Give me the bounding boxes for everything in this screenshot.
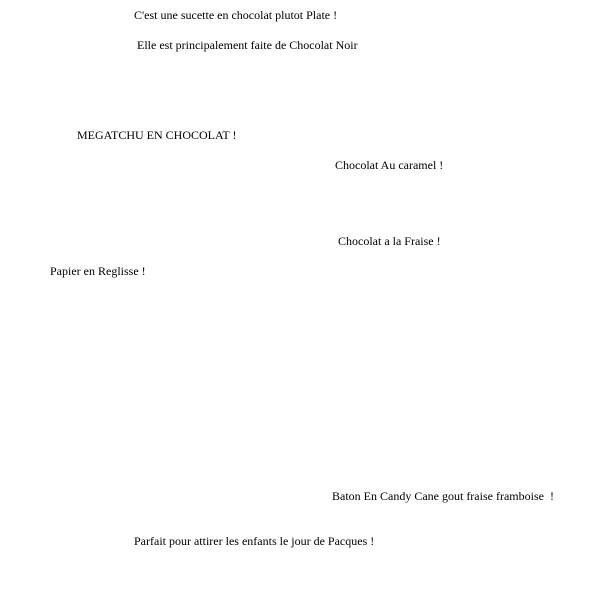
note-megatchu: MEGATCHU EN CHOCOLAT !	[77, 128, 237, 142]
note-candy-cane: Baton En Candy Cane gout fraise framboise !	[332, 489, 554, 503]
note-strawberry: Chocolat a la Fraise !	[338, 234, 441, 248]
note-easter: Parfait pour attirer les enfants le jour de Pacques !	[134, 534, 375, 548]
note-dark-chocolate: Elle est principalement faite de Chocolat Noir	[137, 38, 358, 52]
note-licorice-paper: Papier en Reglisse !	[50, 264, 146, 278]
note-lollipop-description: C'est une sucette en chocolat plutot Plate !	[134, 8, 338, 22]
note-caramel: Chocolat Au caramel !	[335, 158, 444, 172]
